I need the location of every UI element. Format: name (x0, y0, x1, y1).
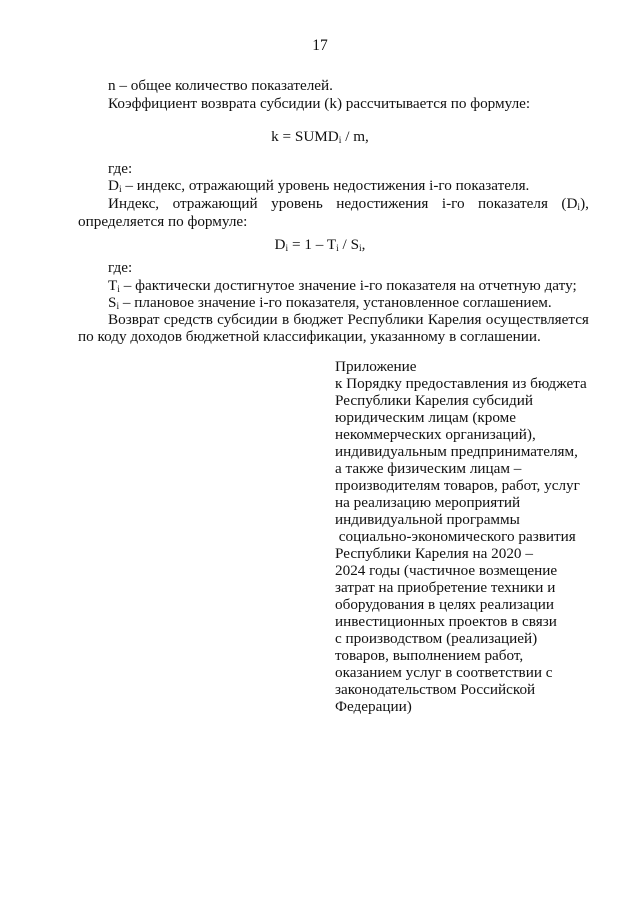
s-subscript: i (116, 302, 120, 312)
closing-paren: ), (580, 195, 589, 212)
word: бюджет (293, 311, 344, 328)
appendix-line: товаров, выполнением работ, (335, 647, 524, 664)
word: в (281, 311, 290, 328)
appendix-line: оборудования в целях реализации (335, 596, 555, 613)
appendix-line: индивидуальной программы (335, 511, 520, 528)
formula-k-lhs: k = SUMD (271, 128, 339, 145)
word (561, 195, 589, 213)
appendix-line: 2024 годы (частичное возмещение (335, 562, 558, 579)
appendix-line: к Порядку предоставления из бюджета (335, 375, 587, 392)
n-definition: n – общее количество показателей. (108, 77, 333, 94)
t-definition (108, 277, 577, 295)
word: Индекс, (108, 195, 160, 212)
word: средств (163, 311, 213, 328)
page-number: 17 (312, 37, 328, 54)
word: Республики (347, 311, 424, 328)
index-paragraph-line1 (108, 195, 589, 213)
word: субсидии (217, 311, 278, 328)
appendix-line: оказанием услуг в соответствии с (335, 664, 553, 681)
appendix-line: Республики Карелия субсидий (335, 392, 533, 409)
formula-d-sub-b: i (336, 244, 339, 254)
formula-d-sub-c: i (359, 244, 362, 254)
s-definition-text: – плановое значение i-го показателя, установленное соглашением. (119, 294, 552, 311)
appendix-line: Приложение (335, 358, 417, 375)
appendix-line: Федерации) (335, 698, 412, 715)
formula-k-rhs: / m, (341, 128, 369, 145)
d-subscript-inline: i (577, 203, 581, 213)
word: показателя (478, 195, 548, 212)
appendix-line: Республики Карелия на 2020 – (335, 545, 533, 562)
formula-d-part-a: D (274, 236, 286, 253)
return-paragraph-line1 (108, 311, 589, 329)
formula-d-sub-a: i (285, 244, 289, 254)
appendix-line: социально-экономического развития (335, 528, 576, 545)
d-symbol-inline: (D (561, 195, 578, 212)
word: отражающий (172, 195, 258, 212)
appendix-line: некоммерческих организаций), (335, 426, 536, 443)
appendix-line: индивидуальным предпринимателям, (335, 443, 578, 460)
formula-k (0, 128, 640, 146)
appendix-line: затрат на приобретение техники и (335, 579, 556, 596)
word: осуществляется (485, 311, 589, 328)
t-symbol: T (108, 277, 118, 294)
appendix-line: юридическим лицам (кроме (335, 409, 517, 426)
appendix-line: законодательством Российской (335, 681, 536, 698)
formula-k-subscript: i (338, 136, 342, 146)
word: уровень (271, 195, 323, 212)
index-paragraph-line2: определяется по формуле: (78, 213, 248, 230)
appendix-line: инвестиционных проектов в связи (335, 613, 557, 630)
return-paragraph-line2: по коду доходов бюджетной классификации, указанному в соглашении. (78, 328, 541, 345)
appendix-line: а также физическим лицам – (335, 460, 522, 477)
formula-d-part-b: = 1 – T (288, 236, 337, 253)
word: Карелия (427, 311, 482, 328)
word: i-го (441, 195, 465, 212)
t-definition-text: – фактически достигнутое значение i-го показателя на отчетную дату; (119, 277, 577, 294)
appendix-line: производителям товаров, работ, услуг (335, 477, 580, 494)
d-subscript: i (118, 185, 122, 195)
formula-d-part-c: / S (338, 236, 360, 253)
word: Возврат (108, 311, 160, 328)
coefficient-intro: Коэффициент возврата субсидии (k) рассчитывается по формуле: (108, 95, 531, 112)
where-label-2: где: (108, 259, 133, 276)
word: недостижения (336, 195, 429, 212)
s-definition (108, 294, 552, 312)
d-symbol: D (108, 177, 119, 194)
appendix-block (335, 358, 605, 715)
appendix-line: на реализацию мероприятий (335, 494, 521, 511)
s-symbol: S (108, 294, 117, 311)
d-definition (108, 177, 529, 195)
appendix-line: с производством (реализацией) (335, 630, 538, 647)
formula-d-part-d: , (361, 236, 366, 253)
t-subscript: i (117, 285, 120, 295)
where-label-1: где: (108, 160, 133, 177)
d-definition-text: – индекс, отражающий уровень недостижения i-го показателя. (121, 177, 530, 194)
formula-d (0, 236, 640, 254)
